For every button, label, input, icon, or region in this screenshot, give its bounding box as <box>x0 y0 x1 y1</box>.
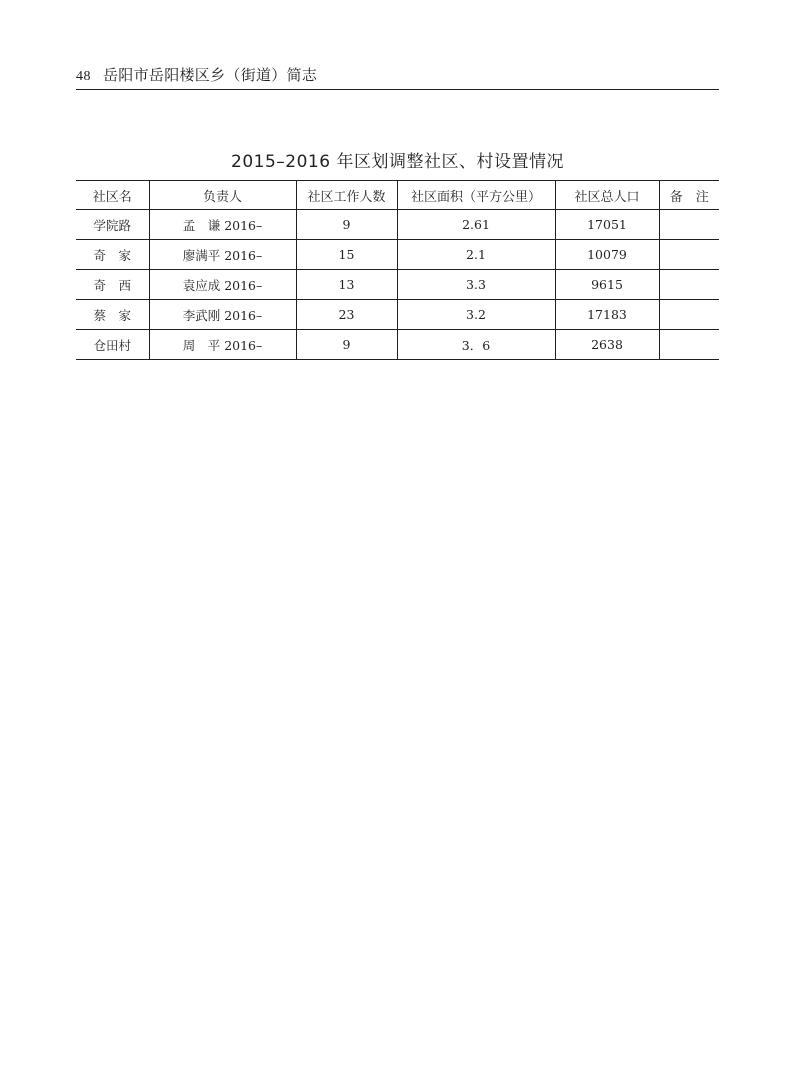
cell-note <box>659 300 719 330</box>
table-row <box>76 330 719 360</box>
cell-community-name: 学院路 <box>76 210 149 240</box>
table-header-row <box>76 181 719 210</box>
cell-area: 2.61 <box>397 210 555 240</box>
table-row <box>76 300 719 330</box>
cell-staff-count: 13 <box>296 270 397 300</box>
running-header <box>76 64 719 90</box>
cell-staff-count: 9 <box>296 210 397 240</box>
cell-population: 2638 <box>555 330 659 360</box>
cell-population: 17183 <box>555 300 659 330</box>
column-header-area: 社区面积（平方公里） <box>397 181 555 210</box>
column-header-leader: 负责人 <box>149 181 296 210</box>
column-header-note: 备 注 <box>659 181 719 210</box>
cell-population: 9615 <box>555 270 659 300</box>
cell-staff-count: 15 <box>296 240 397 270</box>
cell-area: 2.1 <box>397 240 555 270</box>
table-row <box>76 270 719 300</box>
cell-leader: 袁应成 2016– <box>149 270 296 300</box>
cell-note <box>659 330 719 360</box>
cell-population: 10079 <box>555 240 659 270</box>
page-number: 48 <box>76 69 91 84</box>
cell-community-name: 仓田村 <box>76 330 149 360</box>
cell-staff-count: 9 <box>296 330 397 360</box>
book-title: 岳阳市岳阳楼区乡（街道）简志 <box>103 66 318 84</box>
table-row <box>76 240 719 270</box>
table-row <box>76 210 719 240</box>
community-settings-table <box>76 180 719 360</box>
cell-leader: 周 平 2016– <box>149 330 296 360</box>
cell-community-name: 蔡 家 <box>76 300 149 330</box>
cell-leader: 廖满平 2016– <box>149 240 296 270</box>
cell-note <box>659 240 719 270</box>
cell-population: 17051 <box>555 210 659 240</box>
cell-community-name: 奇 西 <box>76 270 149 300</box>
column-header-population: 社区总人口 <box>555 181 659 210</box>
cell-leader: 李武刚 2016– <box>149 300 296 330</box>
cell-area: 3.2 <box>397 300 555 330</box>
table-title: 2015–2016 年区划调整社区、村设置情况 <box>231 152 564 172</box>
column-header-community-name: 社区名 <box>76 181 149 210</box>
cell-staff-count: 23 <box>296 300 397 330</box>
column-header-staff-count: 社区工作人数 <box>296 181 397 210</box>
cell-community-name: 奇 家 <box>76 240 149 270</box>
cell-leader: 孟 谦 2016– <box>149 210 296 240</box>
cell-area: 3.3 <box>397 270 555 300</box>
cell-note <box>659 210 719 240</box>
cell-area: 3．6 <box>397 330 555 360</box>
cell-note <box>659 270 719 300</box>
